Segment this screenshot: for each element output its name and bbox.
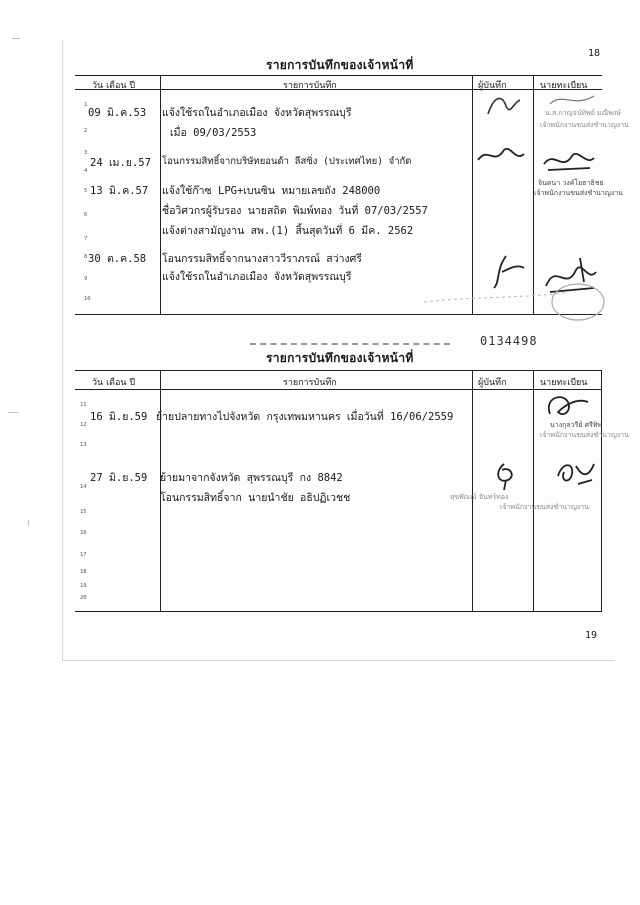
entry-date: 30 ต.ค.58 bbox=[88, 253, 147, 265]
registrar-title-stamp: เจ้าพนักงานขนส่งชำนาญงาน bbox=[540, 431, 629, 439]
page-number-bottom: 19 bbox=[585, 630, 598, 641]
registrar-name-stamp: นางกุลวรีย์ ศรีทิพ bbox=[550, 421, 603, 429]
entry-date: 13 มิ.ค.57 bbox=[90, 185, 149, 197]
row-number: 2 bbox=[84, 128, 88, 134]
table-rule bbox=[75, 89, 602, 90]
entry-line: แจ้งต่างสามัญงาน สพ.(1) สิ้นสุดวันที่ 6 มีค. 2562 bbox=[162, 225, 414, 237]
row-number: 19 bbox=[80, 583, 87, 589]
entry-line: ชื่อวิศวกรผู้รับรอง นายสถิต พิมพ์ทอง วันที่ 07/03/2557 bbox=[162, 205, 428, 217]
row-number: 15 bbox=[80, 509, 87, 515]
header-entry: รายการบันทึก bbox=[283, 378, 337, 388]
row-number: 12 bbox=[80, 422, 87, 428]
table-rule bbox=[75, 611, 602, 612]
row-number: 5 bbox=[84, 188, 88, 194]
table-rule bbox=[472, 370, 473, 611]
header-registrar: นายทะเบียน bbox=[540, 81, 588, 91]
registrar-name-stamp: น.ส.กาญจน์ทิพย์ มณีพงษ์ bbox=[545, 109, 621, 117]
row-number: 13 bbox=[80, 442, 87, 448]
serial-number: 0134498 bbox=[480, 334, 538, 348]
row-number: 6 bbox=[84, 212, 88, 218]
entry-date: 09 มิ.ค.53 bbox=[88, 107, 147, 119]
recorder-title-stamp: เจ้าพนักงานขนส่งชำนาญงาน bbox=[500, 503, 589, 511]
scan-mark bbox=[28, 520, 29, 526]
row-number: 20 bbox=[80, 595, 87, 601]
row-number: 11 bbox=[80, 402, 87, 408]
entry-line: โอนกรรมสิทธิ์จาก นายนำชัย อธิปฏิเวชช bbox=[160, 492, 351, 504]
row-number: 17 bbox=[80, 552, 87, 558]
table-rule bbox=[75, 389, 602, 390]
entry-line: ย้ายปลายทางไปจังหวัด กรุงเทพมหานคร เมื่อวันที่ 16/06/2559 bbox=[156, 411, 454, 423]
entry-line: แจ้งใช้รถในอำเภอเมือง จังหวัดสุพรรณบุรี bbox=[162, 271, 352, 283]
row-number: 18 bbox=[80, 569, 87, 575]
header-date: วัน เดือน ปี bbox=[92, 81, 136, 91]
table-rule bbox=[533, 370, 534, 611]
table-rule bbox=[75, 75, 602, 76]
row-number: 9 bbox=[84, 276, 88, 282]
section-title-top: รายการบันทึกของเจ้าหน้าที่ bbox=[266, 58, 414, 72]
row-number: 14 bbox=[80, 484, 87, 490]
table-rule bbox=[601, 370, 602, 611]
signature-registrar-2 bbox=[540, 146, 596, 176]
registrar-title-stamp: เจ้าพนักงานขนส่งชำนาญงาน bbox=[534, 189, 623, 197]
section-title-bottom: รายการบันทึกของเจ้าหน้าที่ bbox=[266, 351, 414, 365]
recorder-name-stamp: สุขพัณณ์ จันทร์ทอง bbox=[450, 493, 509, 501]
signature-recorder-4 bbox=[488, 458, 524, 494]
row-number: 1 bbox=[84, 102, 88, 108]
row-number: 8 bbox=[84, 254, 88, 260]
entry-date: 16 มิ.ย.59 bbox=[90, 411, 148, 423]
header-entry: รายการบันทึก bbox=[283, 81, 337, 91]
entry-line: แจ้งใช้รถในอำเภอเมือง จังหวัดสุพรรณบุรี bbox=[162, 107, 352, 119]
entry-date: 24 เม.ย.57 bbox=[90, 157, 151, 169]
row-number: 7 bbox=[84, 236, 88, 242]
registrar-name-stamp: จินตนา วงค์โยธาธิชย bbox=[538, 179, 604, 187]
header-date: วัน เดือน ปี bbox=[92, 378, 136, 388]
entry-line: ย้ายมาจากจังหวัด สุพรรณบุรี กง 8842 bbox=[160, 472, 343, 484]
signature-registrar-5 bbox=[552, 456, 598, 492]
signature-recorder-1 bbox=[484, 92, 524, 122]
signature-recorder-2 bbox=[476, 140, 526, 170]
row-number: 10 bbox=[84, 296, 91, 302]
entry-line: เมื่อ 09/03/2553 bbox=[170, 127, 257, 139]
scan-mark bbox=[12, 38, 20, 39]
signature-registrar-1 bbox=[548, 90, 598, 110]
table-rule bbox=[160, 75, 161, 314]
header-registrar: นายทะเบียน bbox=[540, 378, 588, 388]
row-number: 3 bbox=[84, 150, 88, 156]
row-number: 16 bbox=[80, 530, 87, 536]
entry-line: โอนกรรมสิทธิ์จากบริษัทยอนด้า ลีสซิ่ง (ประเทศไทย) จำกัด bbox=[162, 156, 412, 167]
header-recorder: ผู้บันทึก bbox=[478, 378, 507, 388]
signature-registrar-4 bbox=[542, 390, 592, 422]
entry-date: 27 มิ.ย.59 bbox=[90, 472, 148, 484]
row-number: 4 bbox=[84, 168, 88, 174]
header-recorder: ผู้บันทึก bbox=[478, 81, 507, 91]
entry-line: แจ้งใช้ก๊าซ LPG+เบนซิน หมายเลขถัง 248000 bbox=[162, 185, 381, 197]
page-number-top: 18 bbox=[588, 48, 601, 59]
registrar-title-stamp: เจ้าพนักงานขนส่งชำนาญงาน bbox=[540, 121, 629, 129]
scan-mark bbox=[8, 412, 18, 413]
entry-line: โอนกรรมสิทธิ์จากนางสาววีราภรณ์ สว่างศรี bbox=[162, 253, 362, 265]
table-rule bbox=[75, 370, 602, 371]
torn-edge bbox=[250, 343, 450, 345]
official-seal-stamp bbox=[418, 262, 608, 322]
